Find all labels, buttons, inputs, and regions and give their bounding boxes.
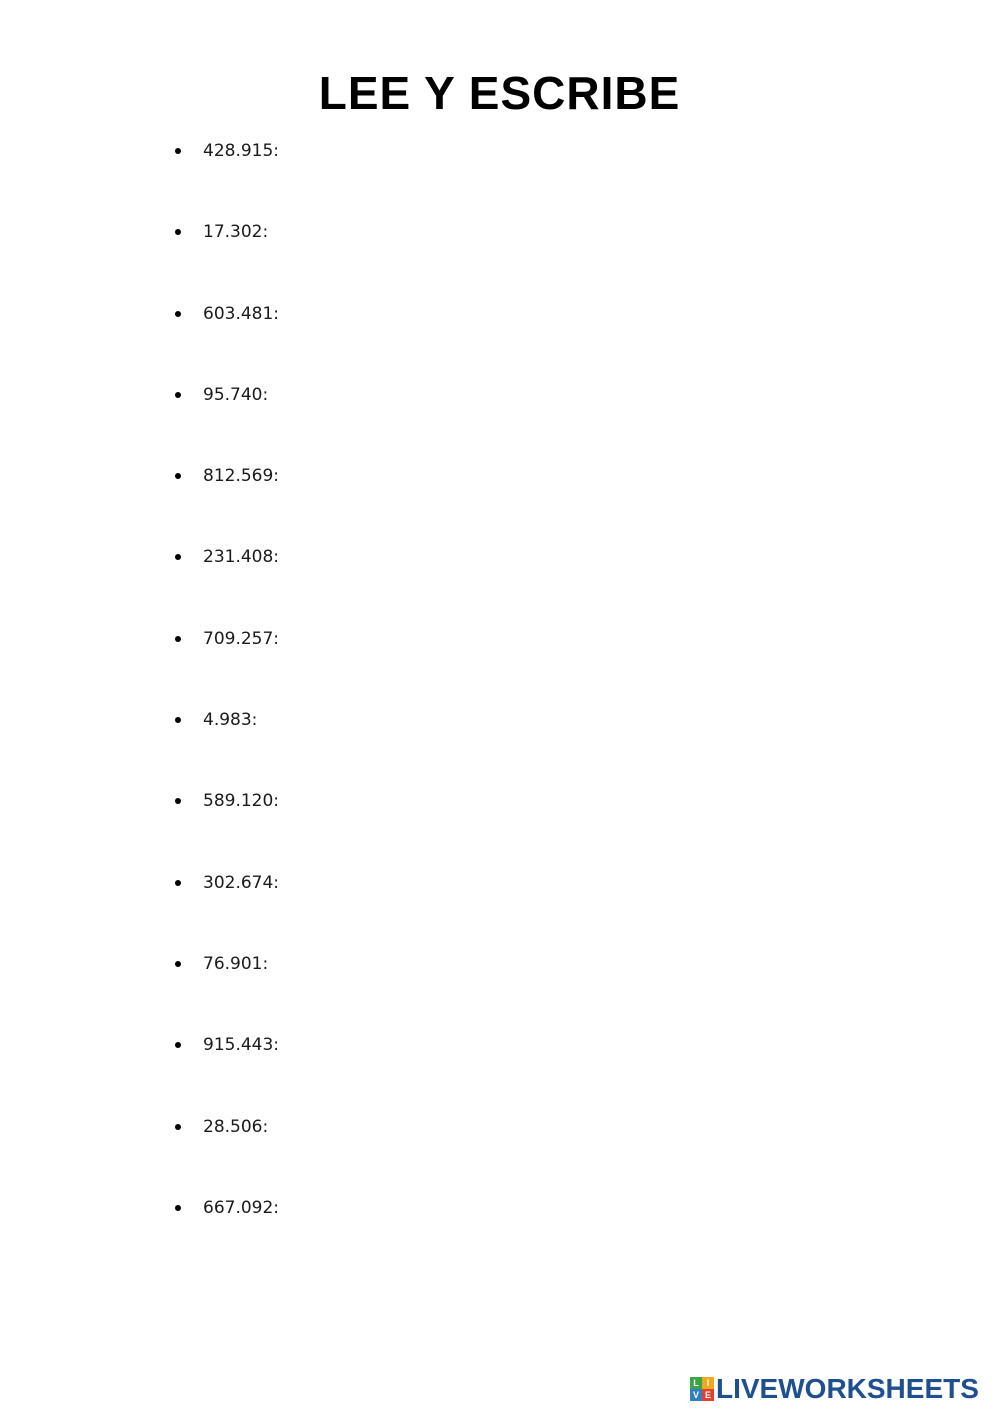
bullet-icon xyxy=(175,636,181,642)
bullet-icon xyxy=(175,1042,181,1048)
bullet-icon xyxy=(175,798,181,804)
logo-mark-icon xyxy=(690,1377,714,1401)
list-item-text: 95.740: xyxy=(203,384,269,405)
logo-letter: V xyxy=(690,1389,702,1401)
bullet-icon xyxy=(175,717,181,723)
bullet-icon xyxy=(175,311,181,317)
bullet-icon xyxy=(175,392,181,398)
list-item-text: 28.506: xyxy=(203,1116,269,1137)
list-item-text: 812.569: xyxy=(203,466,280,487)
bullet-icon xyxy=(175,148,181,154)
list-item-text: 428.915: xyxy=(203,141,280,161)
bullet-icon xyxy=(175,1205,181,1211)
logo-letter: L xyxy=(690,1377,702,1389)
bullet-icon xyxy=(175,554,181,560)
list-item-text: 17.302: xyxy=(203,222,269,243)
list-item-text: 603.481: xyxy=(203,303,280,324)
page-title: LEE Y ESCRIBE xyxy=(318,67,681,119)
bullet-icon xyxy=(175,880,181,886)
logo-text: LIVEWORKSHEETS xyxy=(716,1373,979,1404)
list-item-text: 709.257: xyxy=(203,628,280,649)
list-item-text: 231.408: xyxy=(203,547,280,568)
logo-letter: E xyxy=(702,1389,714,1401)
logo-letter: I xyxy=(702,1377,714,1389)
list-item-text: 76.901: xyxy=(203,953,269,974)
bullet-icon xyxy=(175,229,181,235)
list-item-text: 915.443: xyxy=(203,1035,280,1056)
list-item-text: 302.674: xyxy=(203,872,280,893)
list-item-text: 4.983: xyxy=(203,710,258,731)
list-item-text: 589.120: xyxy=(203,791,280,812)
bullet-icon xyxy=(175,473,181,479)
bullet-icon xyxy=(175,1124,181,1130)
liveworksheets-logo xyxy=(690,1373,979,1405)
bullet-icon xyxy=(175,961,181,967)
list-item-text: 667.092: xyxy=(203,1197,280,1218)
